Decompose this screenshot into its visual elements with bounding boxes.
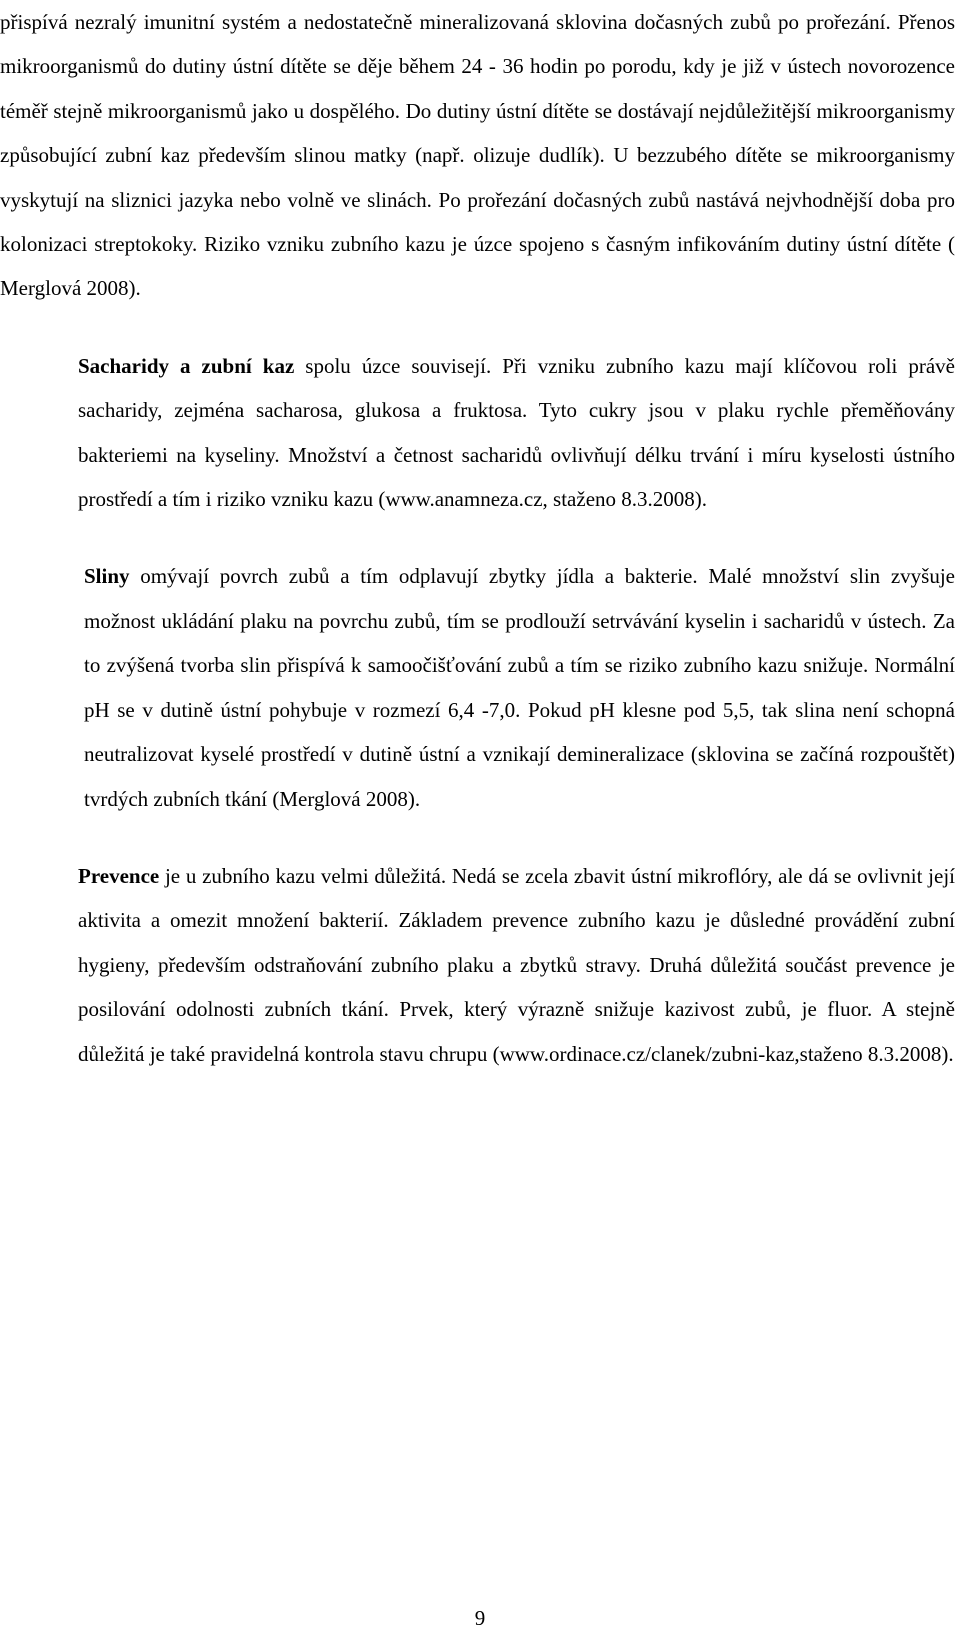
paragraph-text: omývají povrch zubů a tím odplavují zbytky jídla a bakterie. Malé množství slin zvyšuje možnost ukládání plaku na povrchu zubů, tím se prodlouží setrvávání kyselin i sacharidů v ústech. Za to zvýšená tvorba slin přispívá k samoočišťování zubů a tím se riziko zubního kazu snižuje. Normální pH se v dutině ústní pohybuje v rozmezí 6,4 -7,0. Pokud pH klesne pod 5,5, tak slina není schopná neutralizovat kyselé prostředí v dutině ústní a vznikají demineralizace (sklovina se začíná rozpouštět) tvrdých zubních tkání (Merglová 2008). (84, 564, 955, 811)
paragraph-lead-sliny: Sliny (84, 564, 130, 589)
paragraph-lead-sacharidy: Sacharidy a zubní kaz (78, 353, 295, 378)
paragraph-prevence (0, 854, 955, 1076)
paragraph-immune-system (0, 0, 955, 311)
paragraph-sacharidy (0, 344, 955, 522)
paragraph-lead-prevence: Prevence (78, 863, 160, 888)
paragraph-text: přispívá nezralý imunitní systém a nedostatečně mineralizovaná sklovina dočasných zubů po prořezání. Přenos mikroorganismů do dutiny ústní dítěte se děje během 24 - 36 hodin po porodu, kdy je již v ústech novorozence téměř stejně mikroorganismů jako u dospělého. Do dutiny ústní dítěte se dostávají nejdůležitější mikroorganismy způsobující zubní kaz především slinou matky (např. olizuje dudlík). U bezzubého dítěte se mikroorganismy vyskytují na sliznici jazyka nebo volně ve slinách. Po prořezání dočasných zubů nastává nejvhodnější doba pro kolonizaci streptokoky. Riziko vzniku zubního kazu je úzce spojeno s časným infikováním dutiny ústní dítěte ( Merglová 2008). (0, 10, 955, 301)
paragraph-sliny (0, 554, 955, 820)
paragraph-text: spolu úzce souvisejí. Při vzniku zubního kazu mají klíčovou roli právě sacharidy, zejména sacharosa, glukosa a fruktosa. Tyto cukry jsou v plaku rychle přeměňovány bakteriemi na kyseliny. Množství a četnost sacharidů ovlivňují délku trvání i míru kyselosti ústního prostředí a tím i riziko vzniku kazu (www.anamneza.cz, staženo 8.3.2008). (78, 353, 955, 512)
page-number: 9 (474, 1606, 486, 1630)
paragraph-text: je u zubního kazu velmi důležitá. Nedá se zcela zbavit ústní mikroflóry, ale dá se ovlivnit její aktivita a omezit množení bakterií. Základem prevence zubního kazu je důsledné provádění zubní hygieny, především odstraňování zubního plaku a zbytků stravy. Druhá důležitá součást prevence je posilování odolnosti zubních tkání. Prvek, který výrazně snižuje kazivost zubů, je fluor. A stejně důležitá je také pravidelná kontrola stavu chrupu (www.ordinace.cz/clanek/zubni-kaz,staženo 8.3.2008). (78, 863, 955, 1066)
